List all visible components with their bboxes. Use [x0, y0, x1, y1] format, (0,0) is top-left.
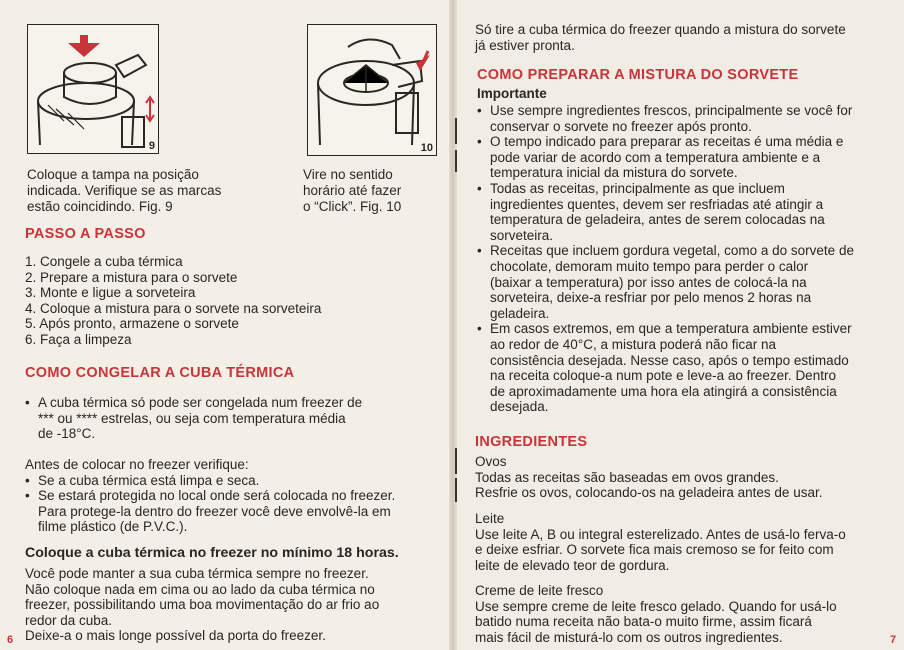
freezer-time-notice: Coloque a cuba térmica no freezer no mínimo 18 horas. [25, 545, 399, 561]
text-line: conservar o sorvete no freezer após pronto. [490, 118, 752, 134]
preparar-bullets [477, 103, 897, 415]
text-line: • O tempo indicado para preparar as receitas é uma média e [490, 134, 844, 150]
ovos-section [475, 454, 822, 501]
text-line: Deixe-a o mais longe possível da porta do freezer. [25, 628, 326, 644]
text-line: sorveteira, deixe-a resfriar por pelo menos 2 horas na [490, 290, 812, 306]
text-line: • Se estará protegida no local onde será colocada no freezer. [38, 488, 396, 504]
creme-title: Creme de leite fresco [475, 583, 604, 598]
text-line: temperatura de geladeira, antes de serem colocadas na [490, 212, 825, 228]
caption-10-line: o “Click”. Fig. 10 [303, 199, 402, 214]
intro-paragraph [475, 22, 846, 53]
congelar-bullet [25, 395, 440, 442]
text-line: • A cuba térmica só pode ser congelada num freezer de [38, 395, 363, 410]
caption-figure-10 [303, 167, 401, 215]
text-line: mais fácil de misturá-lo com os outros ingredientes. [475, 629, 783, 645]
text-line: leite de elevado teor de gordura. [475, 557, 670, 573]
text-line: geladeira. [490, 305, 550, 321]
step-item: 3. Monte e ligue a sorveteira [25, 285, 196, 301]
step-item: 5. Após pronto, armazene o sorvete [25, 316, 239, 332]
text-line: Não coloque nada em cima ou ao lado da cuba térmica no [25, 581, 375, 597]
figure-10 [307, 24, 437, 156]
text-line: (baixar a temperatura) por isso antes de colocá-la na [490, 274, 807, 290]
ice-cream-maker-rotate-illustration [308, 25, 436, 155]
figure-9 [27, 24, 159, 154]
bullet-item [477, 321, 897, 415]
bullet-item [477, 181, 897, 243]
text-line: • Use sempre ingredientes frescos, principalmente se você for [490, 103, 853, 118]
step-item: 4. Coloque a mistura para o sorvete na sorveteira [25, 300, 322, 316]
step-item: 1. Congele a cuba térmica [25, 254, 183, 269]
text-line: desejada. [490, 399, 549, 415]
binding-mark [455, 448, 457, 474]
bullet-item [477, 243, 897, 321]
text-line: • Receitas que incluem gordura vegetal, como a do sorvete de [490, 243, 854, 259]
passo-a-passo-heading: PASSO A PASSO [25, 226, 146, 242]
binding-mark [455, 478, 457, 502]
text-line: chocolate, demoram muito tempo para perder o calor [490, 258, 809, 274]
page-number-left: 6 [7, 634, 14, 646]
caption-9-line: indicada. Verifique se as marcas [27, 183, 222, 198]
ice-cream-maker-lid-illustration [28, 25, 158, 153]
page-number-right: 7 [890, 634, 897, 646]
text-line: • Todas as receitas, principalmente as que incluem [490, 180, 785, 196]
figure-10-number: 10 [420, 142, 433, 154]
text-line: Só tire a cuba térmica do freezer quando a mistura do sorvete [475, 22, 846, 37]
creme-section [475, 583, 837, 645]
text-line: Resfrie os ovos, colocando-os na geladeira antes de usar. [475, 485, 823, 501]
binding-mark [455, 150, 457, 172]
caption-10-line: horário até fazer [303, 183, 402, 198]
text-line: filme plástico (de P.V.C.). [38, 519, 188, 535]
ingredientes-heading: INGREDIENTES [475, 434, 588, 450]
final-paragraph [25, 566, 379, 644]
bullet-item [477, 103, 897, 134]
preparar-heading: COMO PREPARAR A MISTURA DO SORVETE [477, 67, 799, 83]
caption-9-line: Coloque a tampa na posição [27, 167, 199, 182]
caption-10-line: Vire no sentido [303, 167, 393, 182]
leite-section [475, 511, 846, 573]
congelar-heading: COMO CONGELAR A CUBA TÉRMICA [25, 365, 295, 381]
text-line: temperatura inicial da mistura do sorvete. [490, 165, 738, 181]
text-line: Use leite A, B ou integral esterelizado. Antes de usá-lo ferva-o [475, 526, 846, 542]
text-line: • Em casos extremos, em que a temperatura ambiente estiver [490, 321, 852, 337]
text-line: pode variar de acordo com a temperatura ambiente e a [490, 149, 821, 165]
bullet-item [477, 134, 897, 181]
importante-label: Importante [477, 86, 547, 101]
ovos-title: Ovos [475, 454, 507, 469]
caption-figure-9 [27, 167, 221, 215]
text-line: ao redor de 40°C, a mistura poderá não ficar na [490, 336, 777, 352]
text-line: consistência desejada. Nesse caso, após o tempo estimado [490, 352, 849, 368]
text-line: de -18°C. [38, 426, 96, 442]
bullet-item [25, 488, 445, 535]
antes-intro: Antes de colocar no freezer verifique: [25, 457, 249, 472]
text-line: sorveteira. [490, 227, 554, 243]
step-item: 6. Faça a limpeza [25, 331, 132, 347]
text-line: batido numa receita não bata-o muito firme, assim ficará [475, 614, 812, 630]
bullet-item [25, 395, 440, 442]
text-line: Use sempre creme de leite fresco gelado. Quando for usá-lo [475, 598, 837, 614]
bullet-item [25, 473, 445, 489]
leite-title: Leite [475, 511, 505, 526]
text-line: Para protege-la dentro do freezer você deve envolvê-la em [38, 503, 391, 519]
text-line: *** ou **** estrelas, ou seja com temperatura média [38, 410, 346, 426]
text-line: redor da cuba. [25, 612, 113, 628]
text-line: e deixe esfriar. O sorvete fica mais cremoso se for feito com [475, 542, 834, 558]
text-line: ingredientes quentes, devem ser resfriadas até atingir a [490, 196, 824, 212]
book-gutter [449, 0, 457, 650]
steps-list [25, 254, 321, 348]
figure-9-number: 9 [148, 140, 155, 152]
text-line: já estiver pronta. [475, 37, 575, 53]
text-line: na receita coloque-a num pote e leve-a ao freezer. Dentro [490, 368, 836, 384]
text-line: Se a cuba térmica está limpa e seca. [38, 472, 260, 488]
step-item: 2. Prepare a mistura para o sorvete [25, 269, 238, 285]
antes-section [25, 457, 445, 535]
caption-9-line: estão coincidindo. Fig. 9 [27, 199, 173, 214]
text-line: Você pode manter a sua cuba térmica sempre no freezer. [25, 566, 369, 581]
text-line: de aproximadamente uma hora ela atingirá a consistência [490, 383, 837, 399]
text-line: freezer, possibilitando uma boa movimentação do ar frio ao [25, 597, 380, 613]
text-line: Todas as receitas são baseadas em ovos grandes. [475, 469, 779, 485]
binding-mark [455, 118, 457, 144]
